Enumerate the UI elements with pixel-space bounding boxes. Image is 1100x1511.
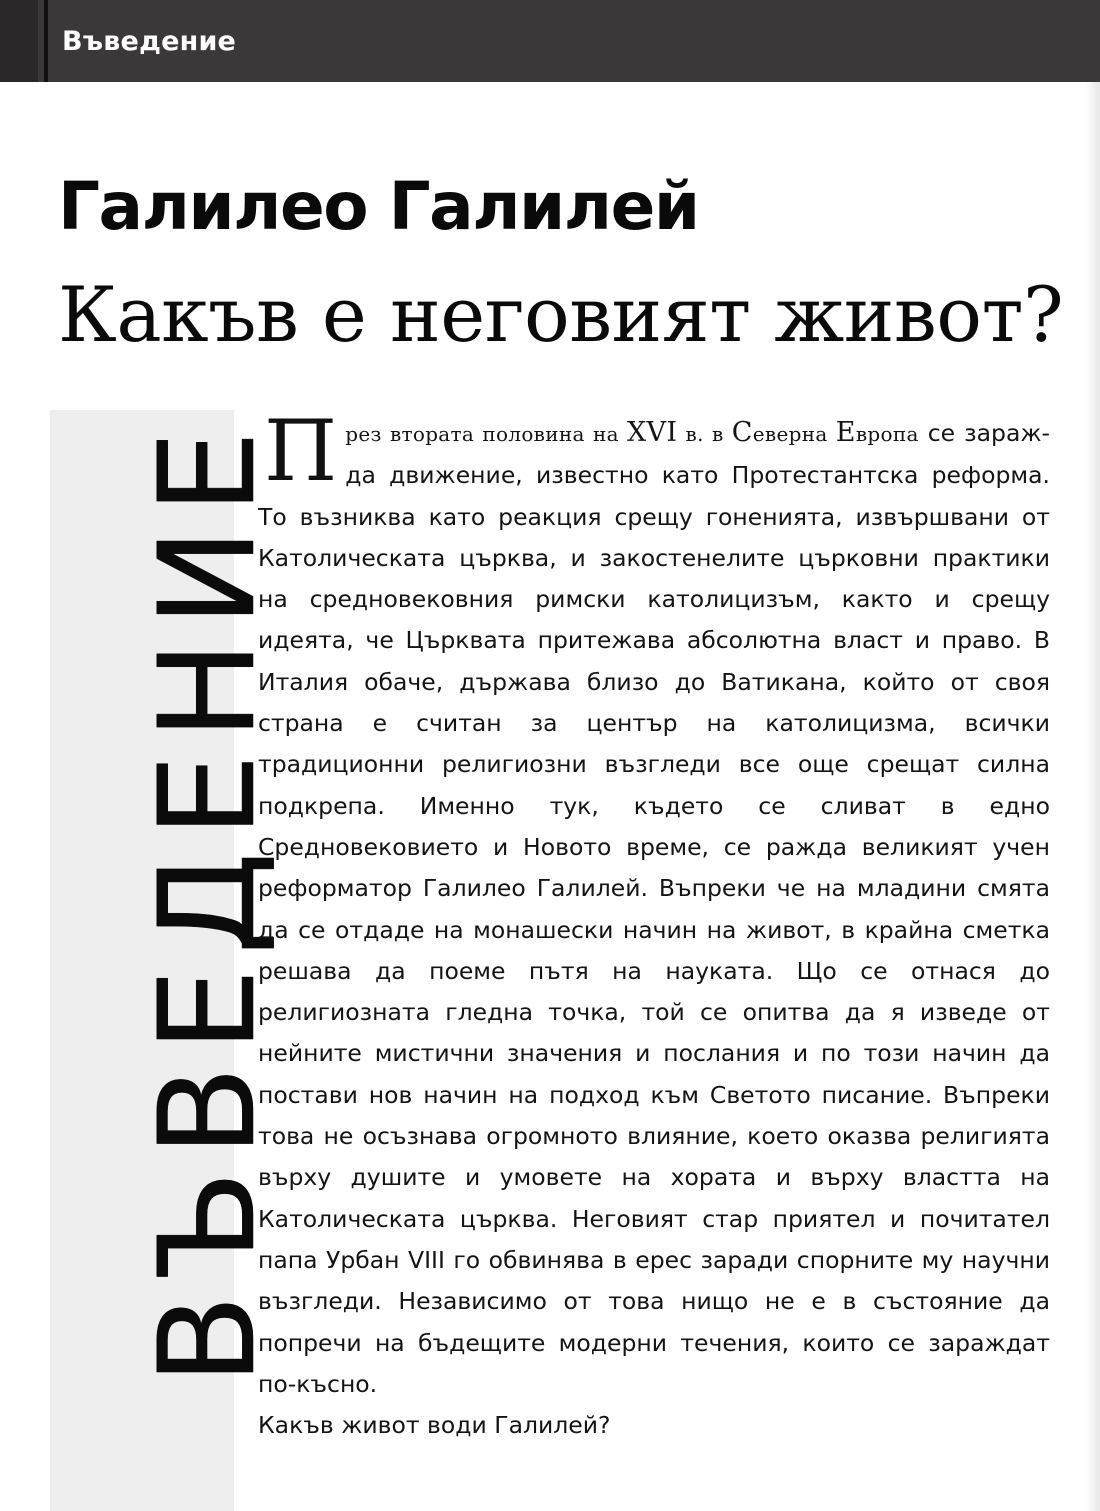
header-vertical-rule [44, 0, 48, 82]
lead-caps-initial-2: Е [835, 417, 856, 448]
sidebar-vertical-word: ВЪВЕДЕНИЕ [131, 416, 285, 1385]
lead-caps-text-3: еверна [752, 422, 836, 446]
article-body [258, 402, 1051, 1446]
page-subtitle: Какъв е неговият живот? [58, 270, 1064, 359]
lead-caps-text-4: вропа [855, 422, 919, 446]
lead-caps-initial-1: С [731, 417, 753, 448]
header-edge [0, 0, 38, 82]
top-header-bar [0, 0, 1100, 82]
lead-in-small-caps [345, 417, 919, 448]
lead-caps-century: XVI [627, 417, 678, 448]
drop-cap: П [264, 402, 338, 500]
closing-question: Какъв живот води Галилей? [258, 1411, 611, 1440]
lead-caps-text-2: в. в [677, 422, 732, 446]
lead-caps-text: рез втората половина на [345, 422, 628, 446]
page-edge-shadow [1086, 82, 1100, 1511]
section-label: Въведение [62, 26, 237, 57]
page-title: Галилео Галилей [58, 168, 699, 245]
intro-paragraph [258, 402, 1051, 1405]
paragraph-text: се заражда движение, известно като Протестантска реформа. То възниква като реакция срещу гоненията, извършвани от Католическата църква, и закостенелите църковни практики на средновековния римски католицизъм, както и срещу идеята, че Църквата притежава абсолютна власт и право. В Италия обаче, държава близо до Ватикана, който от своя страна е считан за център на католицизма, всички традиционни религиозни възгледи все още срещат силна подкрепа. Именно тук, където се сливат в едно Средновековието и Новото време, се ражда великият учен реформатор Галилео Галилей. Въпреки че на младини смята да се отдаде на монашески начин на живот, в крайна сметка решава да поеме пътя на науката. Що се отнася до религиозната гледна точка, той се опитва да я изведе от нейните мистични значения и послания и по този начин да постави нов начин на подход към Светото писание. Въпреки това не осъзнава огромното влияние, което оказва религията върху душите и умовете на хората и върху властта на Католическата църква. Неговият стар приятел и почитател папа Урбан VIII го обвинява в ерес заради спорните му научни възгледи. Независимо от това нищо не е в състояние да попречи на бъдещите модерни течения, които се зараждат по-късно. [258, 419, 1051, 1398]
